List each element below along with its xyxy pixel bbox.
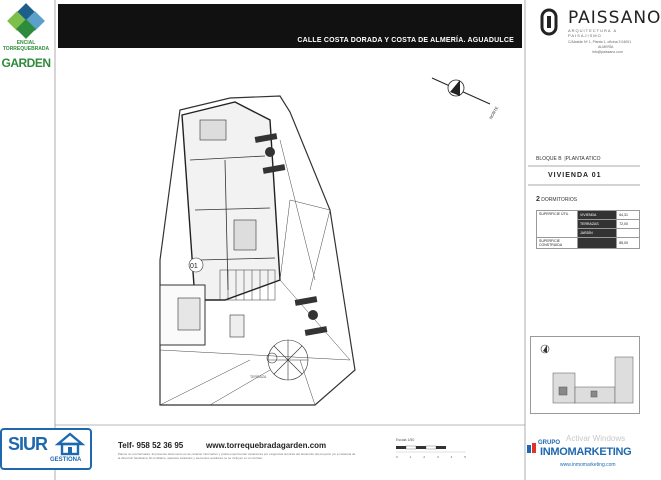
bed [200,120,226,140]
phone-text: Telf- 958 52 36 95 [118,441,184,450]
key-plan [530,336,640,414]
house-icon [56,432,84,456]
brand-name: GARDEN [1,56,51,70]
os-watermark: Activar Windows [566,434,626,443]
parasol [268,340,308,380]
inmo-group: GRUPO [538,440,561,446]
inmo-name: INMOMARKETING [540,446,632,458]
sofa [178,298,200,330]
vivienda-title: VIVIENDA 01 [548,172,602,179]
table-row: TERRAZAS 72,00 [537,220,640,229]
brand-subtitle: ENCIAL TORREQUEBRADA [2,40,50,52]
architect-subtitle: ARQUITECTURA & PAISAJISMO [568,28,618,38]
sheet-bloque: BLOQUE B |PLANTA ATICO [536,156,601,162]
website-link[interactable]: www.torrequebradagarden.com [206,441,327,450]
terrace-label: TERRAZA [250,375,267,379]
dining-table [230,315,244,337]
table-row: SUPERFICIE CONSTRUIDA 85,00 [537,238,640,249]
siur-name: SIUR [8,434,48,454]
siur-logo [0,428,92,470]
scale-label: Escala 1/50 [396,438,415,442]
architect-name: PAISSANO [568,8,661,28]
inmo-web[interactable]: www.inmomarketing.com [560,462,616,468]
scale-ticks: 0 1 2 3 4 5 [396,455,466,459]
architect-address: C/Alcalde Nº 1, Planta 1, oficina 3 04001 ALMERÍA info@paissano.com [568,40,632,54]
unit-label: 01 [190,263,198,270]
table-row: JARDÍN [537,229,640,238]
north-arrow-icon [430,70,510,120]
table-row: SUPERFICIE ÚTIL VIVIENDA 64,31 [537,211,640,220]
inmo-logo-icon [526,442,538,454]
bed [234,220,256,250]
address-title: CALLE COSTA DORADA Y COSTA DE ALMERÍA. AGUADULCE [297,37,514,44]
key-plan-drawing [531,337,639,413]
north-label: NORTE [488,105,500,120]
surface-label: SUPERFICIE ÚTIL [537,211,578,238]
siur-sub: GESTIONA [50,457,82,463]
scale-bar [368,438,484,460]
dormitorios: 2 DORMITORIOS [536,196,578,203]
disclaimer-text: Planos no contractuales. El presente documento es de carácter informativo y podrá experimentar variaciones por exigencias técnicas del desarrollo del proyecto y/o a instancia de la dirección facultativa. El mobiliario, aparatos sanitarios y elementos auxiliares no se incluyen en el contrato. [118,452,356,460]
